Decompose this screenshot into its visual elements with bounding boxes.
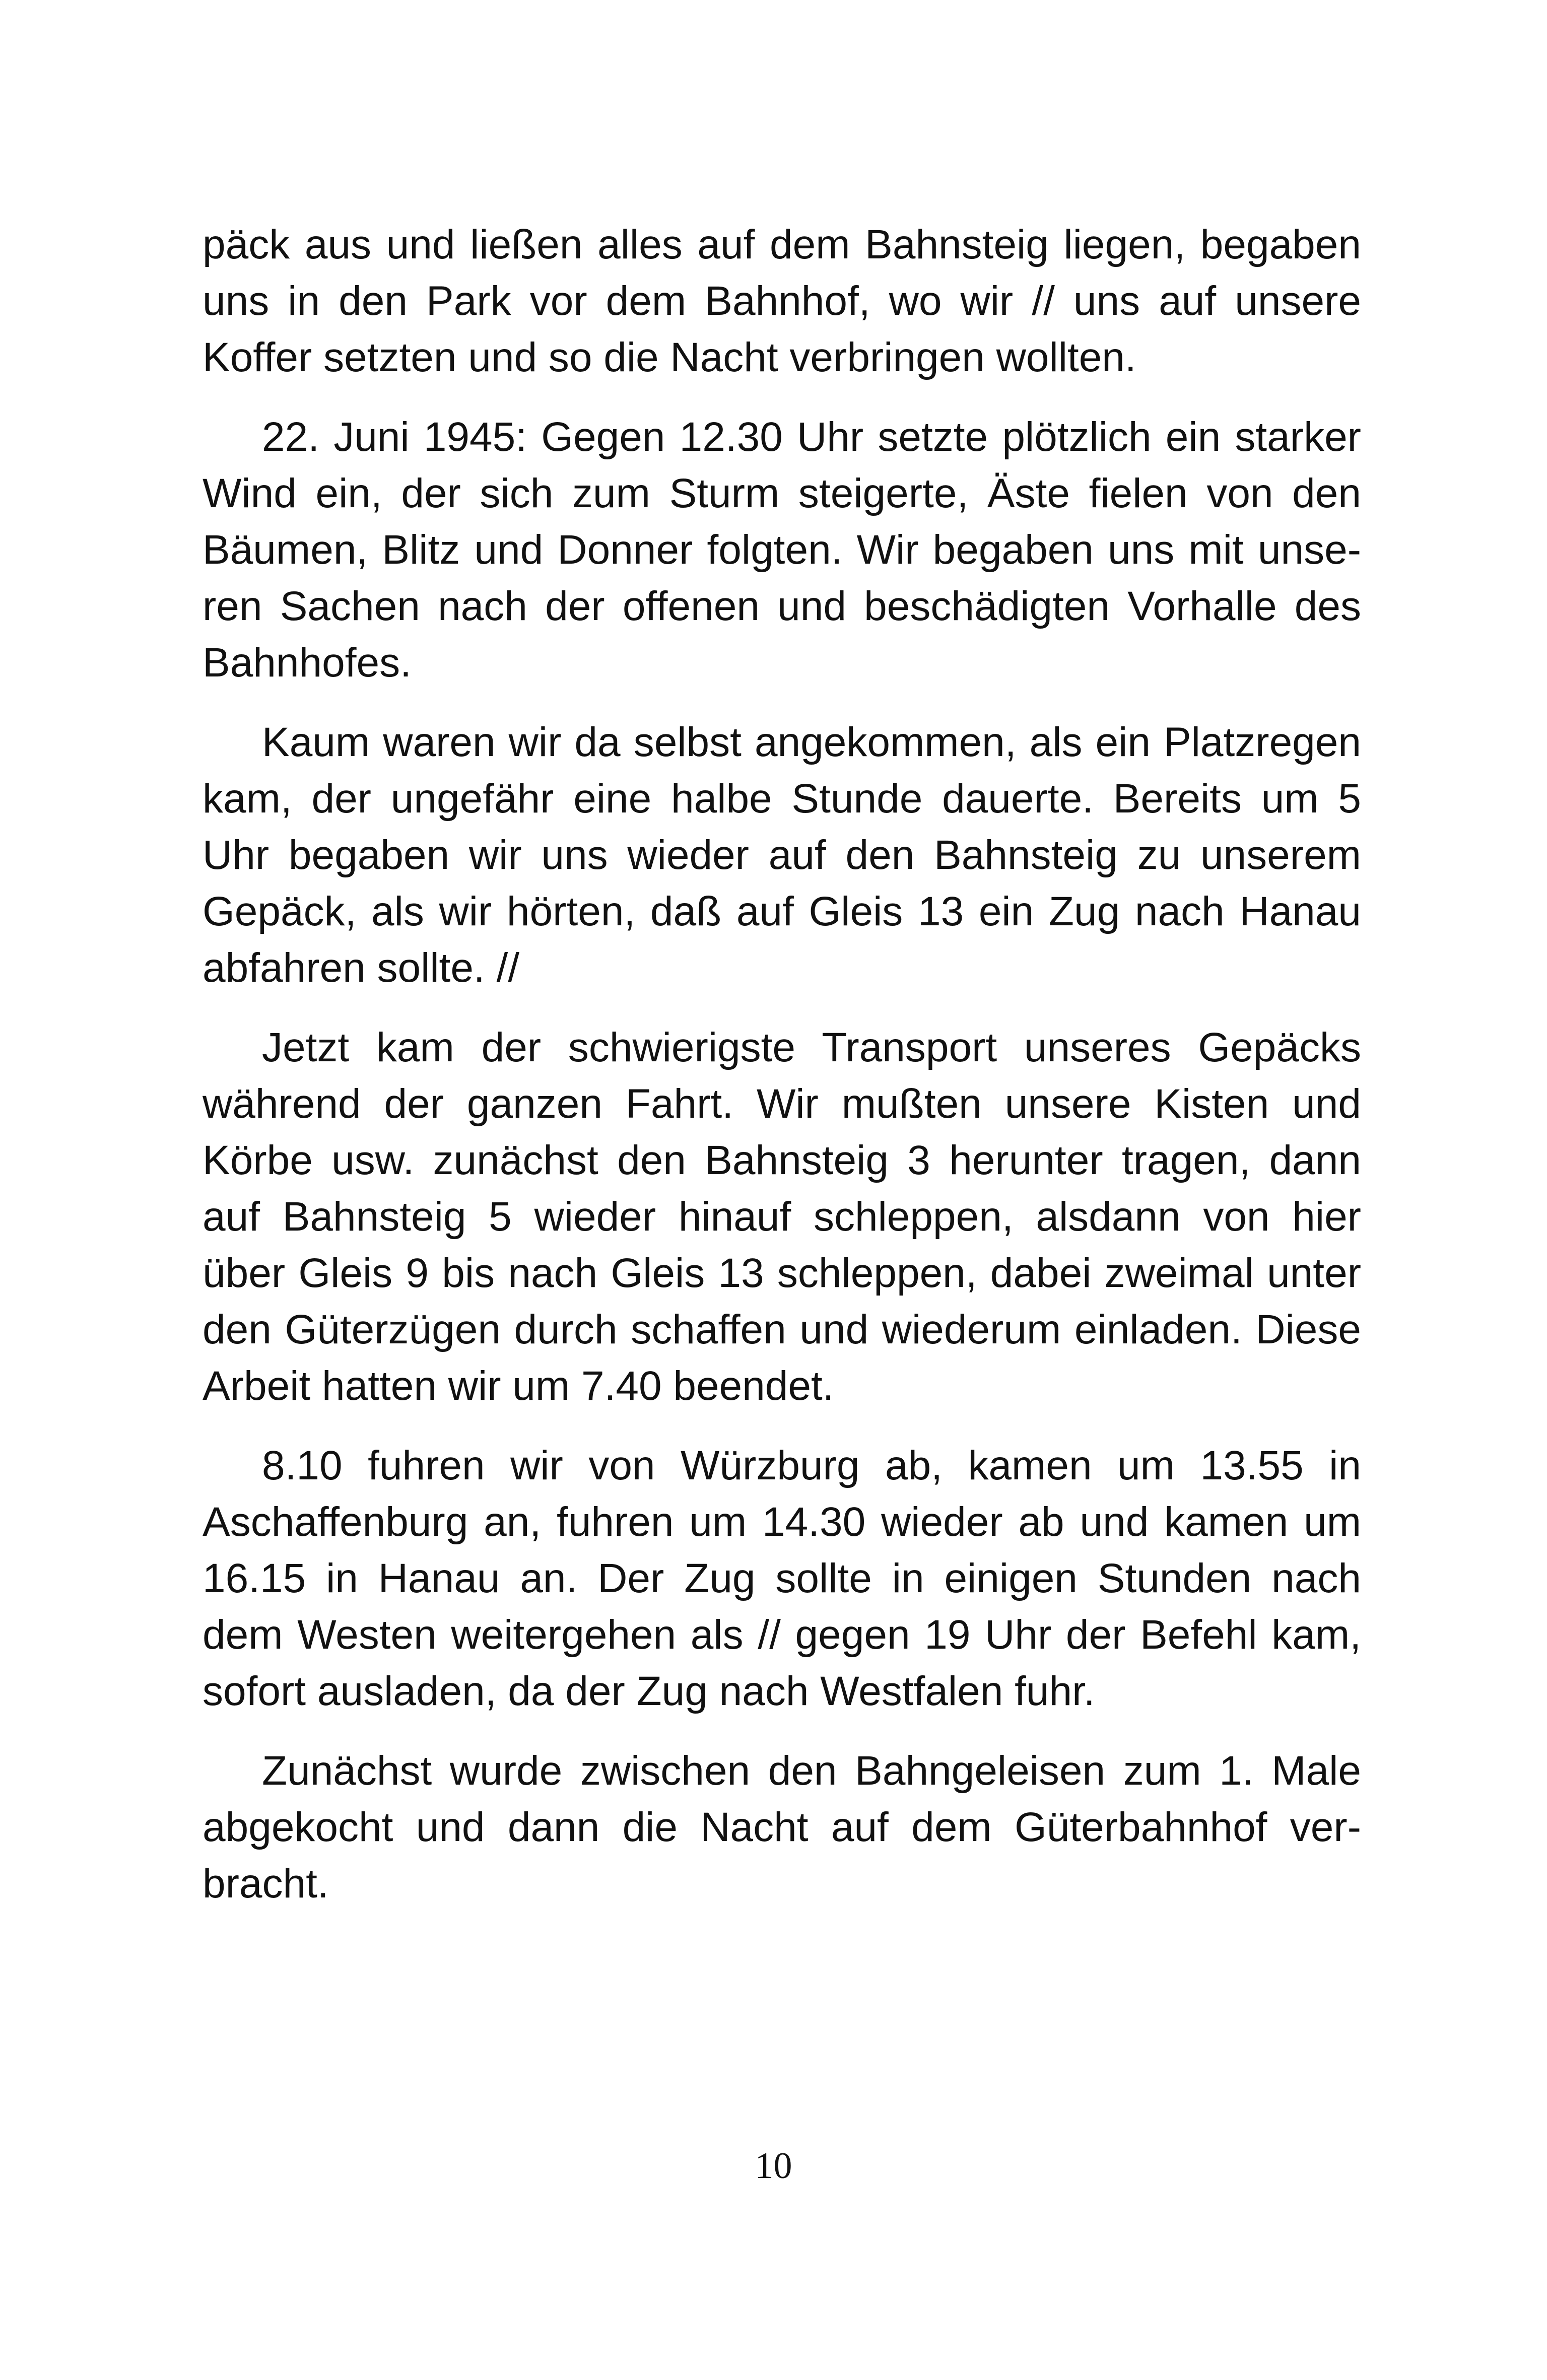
page-number: 10: [755, 2145, 792, 2187]
paragraph-2: 22. Juni 1945: Gegen 12.30 Uhr setzte plötzlich ein starker Wind ein, der sich zum Sturm steigerte, Äste fielen von den Bäumen, Blitz und Donner folgten. Wir begaben uns mit unseren Sachen nach der offenen und beschädigten Vorhalle des Bahnhofes.: [203, 414, 1361, 686]
paragraph-1: päck aus und ließen alles auf dem Bahnsteig liegen, begaben uns in den Park vor dem Bahnhof, wo wir // uns auf unsere Koffer setzten und so die Nacht verbringen wollten.: [203, 222, 1361, 380]
body-text: [203, 217, 1361, 1935]
paragraph-3: Kaum waren wir da selbst angekommen, als ein Platzregen kam, der ungefähr eine halbe Stunde dauerte. Bereits um 5 Uhr begaben wir uns wieder auf den Bahnsteig zu unserem Gepäck, als wir hörten, daß auf Gleis 13 ein Zug nach Hanau abfahren sollte. //: [203, 719, 1361, 991]
paragraph-6: Zunächst wurde zwischen den Bahngeleisen zum 1. Male abgekocht und dann die Nacht auf dem Güterbahnhof verbracht.: [203, 1748, 1361, 1907]
paragraph-4: Jetzt kam der schwierigste Transport unseres Gepäcks während der ganzen Fahrt. Wir mußten unsere Kisten und Körbe usw. zunächst den Bahnsteig 3 herunter tragen, dann auf Bahnsteig 5 wieder hinauf schleppen, alsdann von hier über Gleis 9 bis nach Gleis 13 schleppen, dabei zweimal unter den Güterzügen durch schaffen und wiederum einladen. Diese Arbeit hatten wir um 7.40 beendet.: [203, 1025, 1361, 1409]
paragraph-5: 8.10 fuhren wir von Würzburg ab, kamen um 13.55 in Aschaffenburg an, fuhren um 14.30 wieder ab und kamen um 16.15 in Hanau an. Der Zug sollte in einigen Stunden nach dem Westen weitergehen als // gegen 19 Uhr der Befehl kam, sofort ausladen, da der Zug nach Westfalen fuhr.: [203, 1443, 1361, 1714]
